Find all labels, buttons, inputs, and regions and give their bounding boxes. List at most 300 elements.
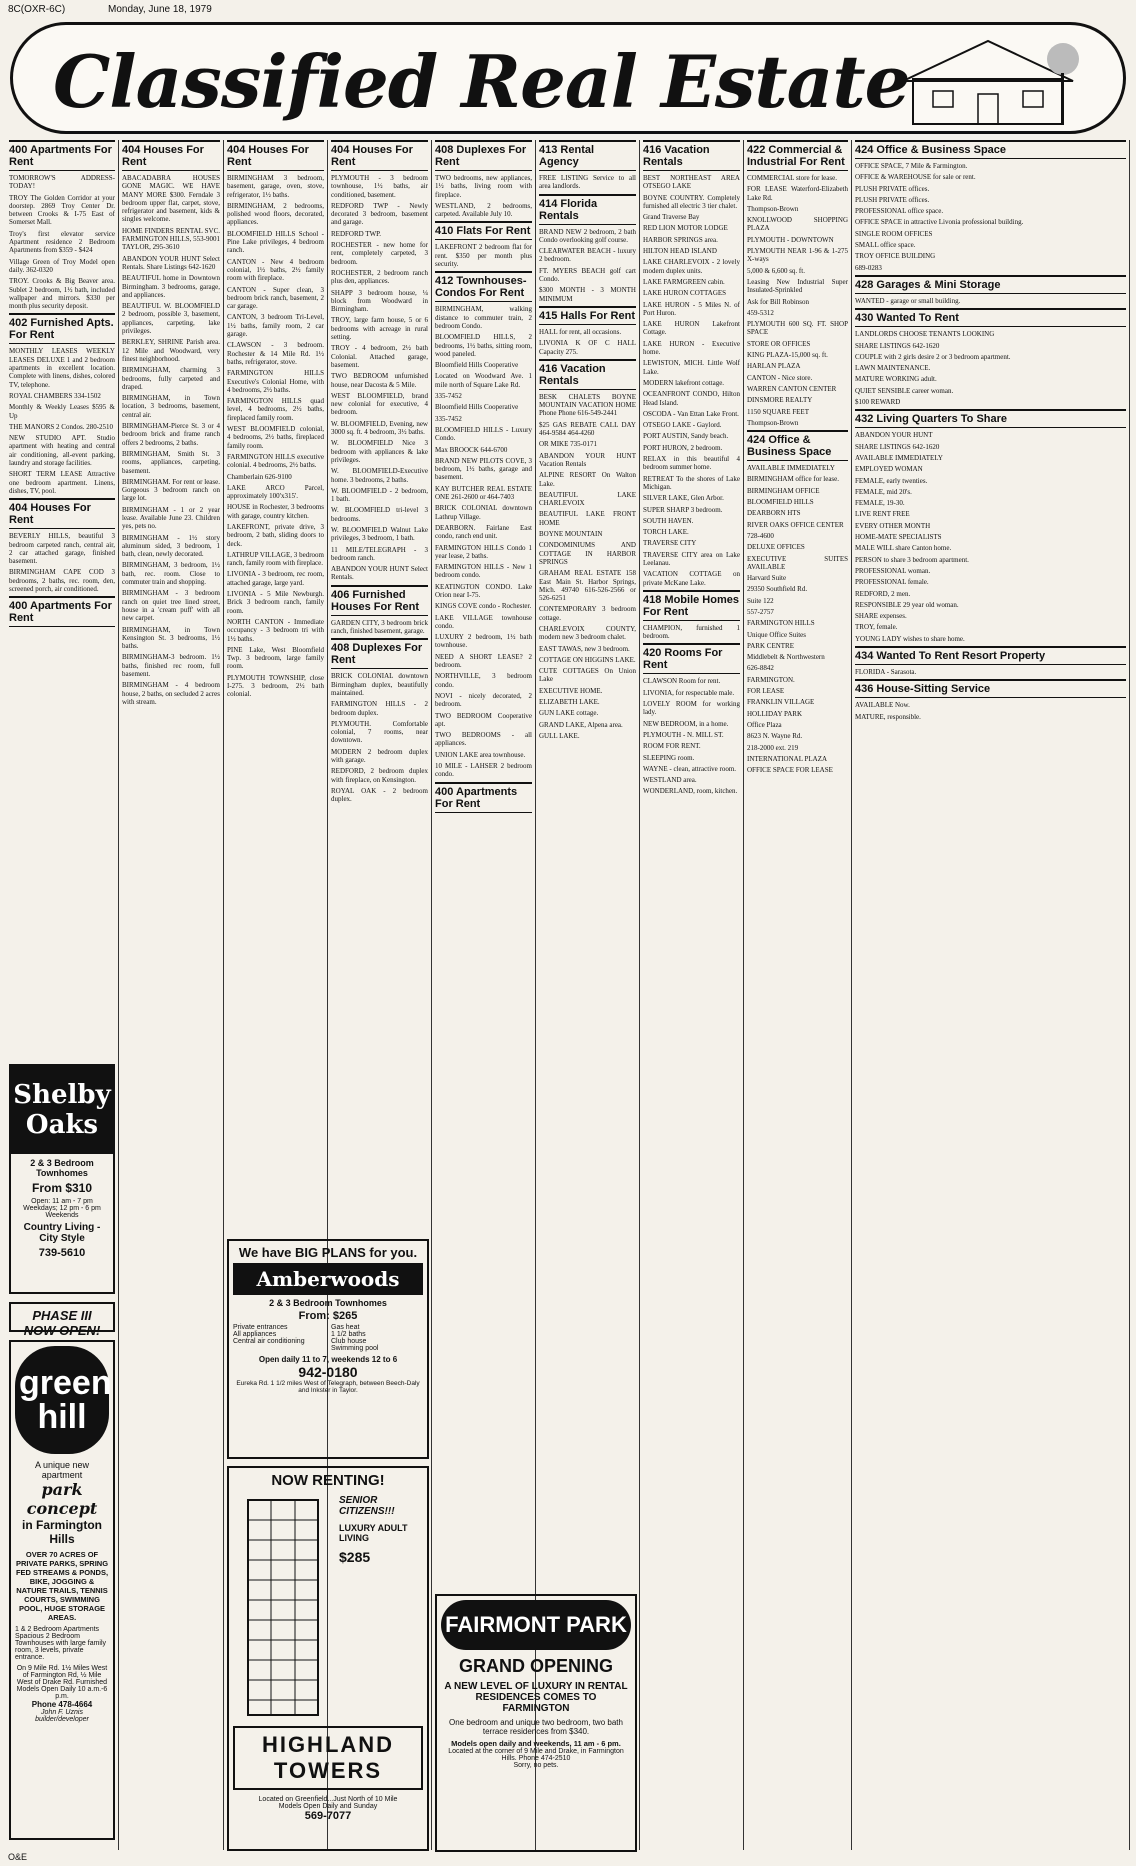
- amberwoods-feature: Club house: [331, 1338, 367, 1345]
- section-heading: 430 Wanted To Rent: [855, 308, 1126, 327]
- classified-ad: BIRMINGHAM, Smith St. 3 rooms, appliances, carpeting, basement.: [122, 449, 220, 475]
- classified-ad: OFFICE & WAREHOUSE for sale or rent.: [855, 173, 976, 182]
- classified-ad: TWO BEDROOMS - all appliances.: [435, 731, 532, 748]
- display-ad: [9, 1340, 115, 1840]
- amberwoods-feature: Swimming pool: [331, 1345, 379, 1352]
- classified-ad: REDFORD, 2 bedroom duplex with fireplace, on Kensington.: [331, 767, 428, 784]
- classified-ad: BERKLEY, SHRINE Parish area. 12 Mile and Woodward, very finest neighborhood.: [122, 338, 220, 363]
- classified-ad: INTERNATIONAL PLAZA: [747, 754, 828, 763]
- classified-ad: REDFORD, 2 men.: [855, 589, 911, 598]
- classified-ad: BIRMINGHAM-3 bedroom. 1½ baths, finished rec room, full basement.: [122, 653, 220, 679]
- highland-name: HIGHLAND TOWERS: [233, 1726, 423, 1790]
- classified-ad: W. BLOOMFIELD, Evening, new 3000 sq. ft. 4 bedroom, 3½ baths.: [331, 419, 428, 437]
- amberwoods-feature: Gas heat: [331, 1324, 360, 1331]
- classified-ad: HOME-MATE SPECIALISTS: [855, 533, 942, 542]
- classified-ad: FARMINGTON.: [747, 675, 795, 684]
- classified-ad: BIRMINGHAM - 1½ story aluminum sided, 3 bedroom, 1 bath, clean, newly decorated.: [122, 533, 220, 559]
- amberwoods-features-right: [331, 1324, 423, 1352]
- column-1: [6, 140, 119, 1850]
- classified-ad: LIVONIA - 5 Mile Newburgh. Brick 3 bedroom ranch, family room.: [227, 590, 324, 615]
- highland-renting: NOW RENTING!: [271, 1472, 385, 1489]
- classified-ad: REDFORD TWP.: [331, 229, 382, 238]
- column-9: [852, 140, 1130, 1850]
- classified-ad: SMALL office space.: [855, 241, 916, 250]
- classified-ad: TWO BEDROOM unfurnished house, near Dacosta & 5 Mile.: [331, 372, 428, 389]
- highland-body: [233, 1495, 423, 1720]
- highland-luxury: LUXURY ADULT LIVING: [339, 1523, 408, 1543]
- classified-ad: 11 MILE/TELEGRAPH - 3 bedroom ranch.: [331, 545, 428, 562]
- classified-ad: ABANDON YOUR HUNT Select Rentals. Share Listings 642-1620: [122, 254, 220, 271]
- classified-ad: LAKE ARCO Parcel, approximately 100'x315'.: [227, 483, 324, 501]
- fairmont-opening: GRAND OPENING: [458, 1656, 613, 1676]
- classified-ad: PINE Lake, West Bloomfield Twp. 3 bedroom, large family room.: [227, 645, 324, 671]
- classified-ad: MODERN lakefront cottage.: [643, 378, 725, 387]
- classified-ad: HARBOR SPRINGS area.: [643, 235, 718, 244]
- classified-ad: COMMERCIAL store for lease.: [747, 174, 837, 182]
- classified-ad: W. BLOOMFIELD - 2 bedroom, 1 bath.: [331, 486, 428, 504]
- classified-ad: $100 REWARD: [855, 398, 901, 407]
- highland-price: $285: [339, 1549, 371, 1565]
- section-heading: 400 Apartments For Rent: [9, 596, 115, 627]
- classified-ad: WONDERLAND, room, kitchen.: [643, 787, 738, 796]
- classified-ad: OFFICE SPACE FOR LEASE: [747, 766, 833, 775]
- classified-ad: OFFICE SPACE, 7 Mile & Farmington.: [855, 162, 968, 170]
- fairmont-hours: Models open daily and weekends, 11 am - 6 pm.: [451, 1739, 621, 1748]
- classified-ad: BEVERLY HILLS, beautiful 3 bedroom carpeted ranch, central air, 2 car attached garage, finished basement.: [9, 532, 115, 566]
- classified-ad: FARMINGTON HILLS: [747, 619, 815, 628]
- section-heading: 402 Furnished Apts. For Rent: [9, 313, 115, 344]
- classified-ad: TROY The Golden Corridor at your doorstep. 2869 Troy Center Dr. between Crooks & I-75 East of Somerset Mall.: [9, 193, 115, 227]
- section-heading: 404 Houses For Rent: [122, 140, 220, 171]
- section-heading: 428 Garages & Mini Storage: [855, 275, 1126, 294]
- classified-ad: LAWN MAINTENANCE.: [855, 364, 931, 373]
- classified-ad: RELAX in this beautiful 4 bedroom summer home.: [643, 455, 740, 472]
- classified-ad: 626-8842: [747, 664, 774, 673]
- classified-ad: BRICK COLONIAL downtown Birmingham duplex, beautifully maintained.: [331, 672, 428, 697]
- classified-ad: VACATION COTTAGE on private McKane Lake.: [643, 570, 740, 587]
- classified-ad: MATURE WORKING adult.: [855, 375, 937, 384]
- classified-ad: BIRMINGHAM - 4 bedroom house, 2 baths, on secluded 2 acres with stream.: [122, 681, 220, 706]
- classified-ad: 1150 SQUARE FEET: [747, 407, 809, 416]
- classified-ad: 689-0283: [855, 263, 882, 272]
- classified-ad: OSCODA - Van Ettan Lake Front.: [643, 409, 739, 418]
- footer-mark: O&E: [8, 1852, 28, 1862]
- classified-ad: BIRMINGHAM-Pierce St. 3 or 4 bedroom brick and frame ranch offers 2 bedrooms, 2 baths.: [122, 422, 220, 447]
- column-8: [744, 140, 852, 1850]
- greenhill-sub2: park concept: [26, 1480, 98, 1518]
- section-heading: 404 Houses For Rent: [227, 140, 324, 171]
- display-ad: [9, 1302, 115, 1338]
- classified-ad: FEMALE, 19-30.: [855, 499, 905, 508]
- classified-ad: EAST TAWAS, new 3 bedroom.: [539, 644, 630, 653]
- display-ad: [9, 1064, 115, 1294]
- classified-ad: PROFESSIONAL female.: [855, 578, 929, 587]
- section-heading: 404 Houses For Rent: [331, 140, 428, 171]
- classified-ad: TRAVERSE CITY area on Lake Leelanau.: [643, 550, 740, 567]
- classified-ad: WESTLAND area.: [643, 776, 697, 785]
- amberwoods-phone: 942-0180: [298, 1364, 358, 1380]
- classified-ad: CONDOMINIUMS AND COTTAGE IN HARBOR SPRINGS: [539, 541, 636, 566]
- classified-ad: PLYMOUTH - 3 bedroom townhouse, 1½ baths, air conditioned, basement.: [331, 174, 428, 199]
- shelby-phone: 739-5610: [38, 1247, 86, 1259]
- classified-ad: 29350 Southfield Rd.: [747, 585, 808, 594]
- classified-ad: BIRMINGHAM. For rent or lease. Gorgeous 3 bedroom ranch on large lot.: [122, 477, 220, 503]
- classified-ad: BIRMINGHAM, 2 bedrooms, polished wood floors, decorated, appliances.: [227, 201, 324, 227]
- classified-ad: ABACADABRA HOUSES GONE MAGIC. WE HAVE MANY MORE $300. Ferndale 3 bedroom upper flat, carpet, stove, refrigerator and basement, kids & singles welcome.: [122, 174, 220, 224]
- section-heading: 410 Flats For Rent: [435, 221, 532, 240]
- highland-copy: [339, 1495, 423, 1720]
- classified-ad: CANTON - Super clean, 3 bedroom brick ranch, basement, 2 car garage.: [227, 285, 324, 311]
- classified-ad: EXECUTIVE SUITES AVAILABLE: [747, 554, 848, 571]
- classified-ad: LIVONIA K OF C HALL Capacity 275.: [539, 339, 636, 356]
- classified-ad: DELUXE OFFICES: [747, 543, 805, 552]
- classified-ad: TWO BEDROOM Cooperative apt.: [435, 711, 532, 728]
- amberwoods-name: Amberwoods: [233, 1263, 423, 1295]
- classified-ad: NEW BEDROOM, in a home.: [643, 719, 729, 728]
- classified-ad: CANTON - Nice store.: [747, 373, 813, 382]
- classified-ad: CONTEMPORARY 3 bedroom cottage.: [539, 605, 636, 622]
- classified-ad: TROY. Crooks & Big Beaver area. Sublet 2 bedroom, 1½ bath, included wallpaper and mirrors. $330 per month plus security deposit.: [9, 277, 115, 311]
- classified-ad: LAKEFRONT 2 bedroom flat for rent. $350 per month plus security.: [435, 243, 532, 269]
- classified-ad: MODERN 2 bedroom duplex with garage.: [331, 747, 428, 765]
- amberwoods-feature: Central air conditioning: [233, 1338, 305, 1345]
- classified-ad: Middlebelt & Northwestern: [747, 653, 825, 662]
- greenhill-builder: John F. Uznis builder/developer: [35, 1709, 89, 1723]
- classified-ad: BIRMINGHAM, walking distance to commuter train, 2 bedroom Condo.: [435, 305, 532, 330]
- section-heading: 414 Florida Rentals: [539, 194, 636, 225]
- section-heading: 404 Houses For Rent: [9, 498, 115, 529]
- classified-ad: LAKE CHARLEVOIX - 2 lovely modern duplex units.: [643, 258, 740, 275]
- classified-ad: HOUSE in Rochester, 3 bedrooms with garage, country kitchen.: [227, 503, 324, 520]
- classified-ad: OTSEGO LAKE - Gaylord.: [643, 421, 722, 430]
- classified-ad: MATURE, responsible.: [855, 712, 921, 721]
- highland-location: Located on Greenfield...Just North of 10 Mile: [258, 1796, 398, 1803]
- classified-ad: ABANDON YOUR HUNT: [855, 431, 933, 440]
- classified-ad: 218-2000 ext. 219: [747, 743, 799, 752]
- classified-ad: BEAUTIFUL LAKE FRONT HOME: [539, 510, 636, 527]
- classified-ad: COUPLE with 2 girls desire 2 or 3 bedroom apartment.: [855, 352, 1011, 361]
- classified-ad: NORTHVILLE, 3 bedroom condo.: [435, 672, 532, 689]
- classified-ad: SHARE LISTINGS 642-1620: [855, 442, 940, 451]
- classified-ad: FARMINGTON HILLS Executive's Colonial Home, with 4 bedrooms, 2½ baths.: [227, 369, 324, 394]
- classified-ad: BRAND NEW PILOTS COVE, 3 bedroom, 1½ baths, garage and basement.: [435, 456, 532, 482]
- section-banner: [10, 22, 1126, 134]
- classified-ad: LAKE HURON Lakefront Cottage.: [643, 320, 740, 337]
- classified-ad: 8623 N. Wayne Rd.: [747, 732, 803, 741]
- classified-ad: BEAUTIFUL W. BLOOMFIELD 2 bedroom, possible 3, basement, appliances, carpeting, lake privileges.: [122, 302, 220, 336]
- classified-ad: PLUSH PRIVATE offices.: [855, 184, 930, 193]
- classified-ad: BRAND NEW 2 bedroom, 2 bath Condo overlooking golf course.: [539, 227, 636, 244]
- classified-ad: PLYMOUTH. Comfortable colonial, 7 rooms, near downtown.: [331, 719, 428, 745]
- house-illustration: [893, 29, 1083, 131]
- fairmont-note: Sorry, no pets.: [513, 1762, 559, 1769]
- amberwoods-feature: Private entrances: [233, 1324, 288, 1331]
- classified-ad: ABANDON YOUR HUNT Select Rentals.: [331, 565, 428, 582]
- classified-ad: BOYNE MOUNTAIN: [539, 530, 603, 539]
- classified-ad: Max BROOCK 644-6700: [435, 445, 508, 454]
- classified-ad: Village Green of Troy Model open daily. 362-0320: [9, 257, 115, 274]
- classified-ad: LIVONIA - 3 bedroom, rec room, attached garage, large yard.: [227, 570, 324, 587]
- amberwoods-features-left: [233, 1324, 325, 1352]
- classified-ad: CANTON - New 4 bedroom colonial, 1½ baths, 2½ family room with fireplace.: [227, 257, 324, 283]
- column-2: [119, 140, 224, 1850]
- classified-ad: Suite 122: [747, 596, 774, 605]
- classified-ad: SHARE expenses.: [855, 612, 907, 621]
- section-heading: 406 Furnished Houses For Rent: [331, 585, 428, 616]
- classified-ad: TROY - 4 bedroom, 2½ bath Colonial. Attached garage, basement.: [331, 344, 428, 369]
- classified-ad: PLYMOUTH NEAR 1-96 & 1-275 X-ways: [747, 247, 848, 264]
- classified-ad: 5,000 & 6,600 sq. ft.: [747, 266, 805, 275]
- classified-ad: W. BLOOMFIELD-Executive home. 3 bedrooms, 2 baths.: [331, 467, 428, 484]
- shelby-units: 2 & 3 Bedroom Townhomes: [30, 1158, 94, 1178]
- amberwoods-feature: 1 1/2 baths: [331, 1331, 366, 1338]
- classified-ad: FOR LEASE Waterford-Elizabeth Lake Rd.: [747, 185, 848, 202]
- section-heading: 424 Office & Business Space: [855, 140, 1126, 159]
- classified-ad: SOUTH HAVEN.: [643, 516, 694, 525]
- classified-ad: TROY, large farm house, 5 or 6 bedrooms with acreage in rural setting.: [331, 316, 428, 342]
- classified-ad: SLEEPING room.: [643, 753, 695, 762]
- classified-ad: WAYNE - clean, attractive room.: [643, 764, 737, 773]
- classified-ad: FARMINGTON HILLS executive colonial. 4 bedrooms, 2½ baths.: [227, 452, 324, 470]
- section-heading: 416 Vacation Rentals: [539, 359, 636, 390]
- page-number: 8C(OXR-6C): [8, 4, 66, 15]
- classified-ad: BIRMINGHAM, 3 bedroom, 1½ bath, rec. room. Close to commuter train and shopping.: [122, 561, 220, 587]
- classified-ad: Bloomfield Hills Cooperative: [435, 403, 519, 412]
- fairmont-park-ad: [435, 1594, 637, 1852]
- classified-ad: SINGLE ROOM OFFICES: [855, 229, 933, 238]
- classified-ad: EVERY OTHER MONTH: [855, 521, 931, 530]
- classified-ad: Unique Office Suites: [747, 630, 806, 639]
- section-heading: 400 Apartments For Rent: [435, 782, 532, 813]
- classified-ad: PROFESSIONAL woman.: [855, 566, 931, 575]
- greenhill-location: On 9 Mile Rd. 1½ Miles West of Farmington Rd, ½ Mile West of Drake Rd. Furnished Models Open Daily 10 a.m.-6 p.m.: [16, 1665, 108, 1700]
- classified-ad: BIRMINGHAM OFFICE: [747, 486, 820, 495]
- classified-ad: $25 GAS REBATE CALL DAY 464-9584 464-4260: [539, 420, 636, 438]
- classified-ad: PARK CENTRE: [747, 641, 795, 650]
- classified-ad: HOLLIDAY PARK: [747, 709, 803, 718]
- classified-ad: BIRMINGHAM, in Town location, 3 bedrooms, basement, central air.: [122, 394, 220, 419]
- classified-ad: GULL LAKE.: [539, 731, 580, 740]
- classified-ad: FREE LISTING Service to all area landlords.: [539, 174, 636, 191]
- amberwoods-features: [233, 1324, 423, 1352]
- amberwoods-price: From: $265: [298, 1310, 358, 1322]
- greenhill-desc: OVER 70 ACRES OF PRIVATE PARKS, SPRING FED STREAMS & PONDS, BIKE, JOGGING & NATURE TRAILS, TENNIS COURTS, SWIMMING POOL, HUGE STORAGE AREAS.: [15, 1550, 109, 1622]
- classified-ad: WESTLAND, 2 bedrooms, carpeted. Available July 10.: [435, 201, 532, 219]
- classified-ad: LATHRUP VILLAGE, 3 bedroom ranch, family room with fireplace.: [227, 550, 324, 568]
- classified-ad: EMPLOYED WOMAN: [855, 465, 923, 474]
- classified-ad: OCEANFRONT CONDO, Hilton Head Island.: [643, 390, 740, 407]
- classified-ad: PORT AUSTIN, Sandy beach.: [643, 432, 729, 441]
- classified-ad: OR MIKE 735-0171: [539, 440, 597, 449]
- classified-ad: W. BLOOMFIELD Walnut Lake privileges, 3 bedroom, 1 bath.: [331, 525, 428, 543]
- classified-ad: BOYNE COUNTRY. Completely furnished all electric 3 tier chalet.: [643, 193, 740, 210]
- section-heading: 408 Duplexes For Rent: [435, 140, 532, 171]
- classified-ad: KEATINGTON CONDO. Lake Orion near I-75.: [435, 582, 532, 599]
- classified-ad: BLOOMFIELD HILLS School - Pine Lake privileges, 4 bedroom ranch.: [227, 229, 324, 255]
- classified-ad: STORE OR OFFICES: [747, 339, 811, 348]
- greenhill-bullet: Spacious 2 Bedroom Townhouses with large family room, 3 levels, private entrance.: [15, 1633, 107, 1661]
- amberwoods-lead: We have BIG PLANS for you.: [238, 1245, 418, 1260]
- classified-ad: LIVONIA, for respectable male.: [643, 688, 735, 697]
- classified-ad: RED LION MOTOR LODGE: [643, 224, 728, 233]
- section-heading: 432 Living Quarters To Share: [855, 409, 1126, 428]
- classified-ad: DEARBORN. Fairlane East condo, ranch end unit.: [435, 523, 532, 541]
- greenhill-bullet: 1 & 2 Bedroom Apartments: [15, 1626, 100, 1633]
- amberwoods-ad: [227, 1239, 429, 1459]
- classified-ad: BLOOMFIELD HILLS: [747, 498, 814, 507]
- classified-ad: KAY BUTCHER REAL ESTATE ONE 261-2600 or 464-7403: [435, 484, 532, 502]
- classified-ad: THE MANORS 2 Condos. 280-2510: [9, 422, 114, 431]
- classified-grid: [6, 140, 1130, 1850]
- classified-ad: BEST NORTHEAST AREA OTSEGO LAKE: [643, 174, 740, 191]
- classified-ad: COTTAGE ON HIGGINS LAKE.: [539, 655, 636, 664]
- classified-ad: NORTH CANTON - Immediate occupancy - 3 bedroom tri with 1½ baths.: [227, 617, 324, 643]
- classified-ad: PORT HURON, 2 bedroom.: [643, 443, 723, 452]
- greenhill-sub1: A unique new apartment: [34, 1460, 90, 1480]
- classified-ad: SILVER LAKE, Glen Arbor.: [643, 494, 724, 503]
- shelby-price: From $310: [31, 1181, 93, 1195]
- classified-ad: LAKE HURON COTTAGES: [643, 289, 727, 298]
- classified-ad: SHAPP 3 bedroom house, ¼ block from Woodward in Birmingham.: [331, 288, 428, 314]
- classified-ad: LAKE HURON - Executive home.: [643, 339, 740, 357]
- classified-ad: FT. MYERS BEACH golf cart Condo.: [539, 266, 636, 284]
- greenhill-name: green hill: [15, 1346, 109, 1454]
- classified-ad: BIRMINGHAM office for lease.: [747, 475, 840, 484]
- classified-ad: AVAILABLE IMMEDIATELY: [855, 453, 943, 462]
- classified-ad: AVAILABLE IMMEDIATELY: [747, 464, 835, 473]
- classified-ad: LUXURY 2 bedroom, 1½ bath townhouse.: [435, 633, 532, 650]
- classified-ad: LAKE VILLAGE townhouse condo.: [435, 613, 532, 630]
- classified-ad: REDFORD TWP - Newly decorated 3 bedroom, basement and garage.: [331, 201, 428, 227]
- classified-ad: 557-2757: [747, 607, 774, 616]
- classified-ad: LAKEFRONT, private drive, 3 bedroom, 2 bath, sliding doors to deck.: [227, 522, 324, 548]
- classified-ad: TRAVERSE CITY: [643, 539, 697, 548]
- classified-ad: CLAWSON Room for rent.: [643, 677, 721, 686]
- classified-ad: 335-7452: [435, 392, 462, 401]
- section-heading: 434 Wanted To Rent Resort Property: [855, 646, 1126, 665]
- classified-ad: UNION LAKE area townhouse.: [435, 750, 526, 759]
- classified-ad: $300 MONTH - 3 MONTH MINIMUM: [539, 286, 636, 303]
- classified-ad: QUIET SENSIBLE career woman.: [855, 386, 954, 395]
- section-heading: 424 Office & Business Space: [747, 430, 848, 461]
- classified-ad: MALE WILL share Canton home.: [855, 544, 952, 553]
- section-heading: 418 Mobile Homes For Rent: [643, 590, 740, 621]
- classified-ad: W. BLOOMFIELD tri-level 3 bedrooms.: [331, 506, 428, 523]
- classified-ad: 728-4600: [747, 531, 774, 540]
- amberwoods-units: 2 & 3 Bedroom Townhomes: [269, 1298, 387, 1308]
- classified-ad: SHARE LISTINGS 642-1620: [855, 341, 940, 350]
- classified-ad: BEAUTIFUL LAKE CHARLEVOIX: [539, 490, 636, 508]
- classified-ad: BIRMINGHAM, charming 3 bedrooms, fully carpeted and draped.: [122, 366, 220, 391]
- greenhill-sub3: in Farmington Hills: [22, 1518, 102, 1546]
- classified-ad: WANTED - garage or small building.: [855, 296, 961, 305]
- fairmont-headline: A NEW LEVEL OF LUXURY IN RENTAL RESIDENCES COMES TO FARMINGTON: [444, 1681, 628, 1714]
- amberwoods-location: Eureka Rd. 1 1/2 miles West of Telegraph, between Beech-Daly and Inkster in Taylor.: [236, 1380, 420, 1394]
- shelby-tagline: Country Living - City Style: [23, 1222, 101, 1244]
- section-heading: 415 Halls For Rent: [539, 306, 636, 325]
- amberwoods-hours: Open daily 11 to 7, weekends 12 to 6: [258, 1355, 398, 1364]
- classified-ad: NOVI - nicely decorated, 2 bedroom.: [435, 691, 532, 709]
- classified-ad: KNOLLWOOD SHOPPING PLAZA: [747, 216, 848, 233]
- classified-ad: Office Plaza: [747, 720, 782, 729]
- classified-ad: HILTON HEAD ISLAND: [643, 247, 717, 256]
- classified-ad: BIRMINGHAM - 3 bedroom ranch on quiet tree lined street, house in a 'cream puff' with all new carpet.: [122, 589, 220, 623]
- classified-ad: Monthly & Weekly Leases $595 & Up: [9, 403, 115, 420]
- classified-ad: LOVELY ROOM for working lady.: [643, 700, 740, 717]
- classified-ad: TORCH LAKE.: [643, 528, 689, 537]
- section-heading: 400 Apartments For Rent: [9, 140, 115, 171]
- classified-ad: CANTON, 3 bedroom Tri-Level, 1½ baths, family room, 2 car garage.: [227, 313, 324, 339]
- classified-ad: FARMINGTON HILLS quad level, 4 bedrooms, 2½ baths, fireplaced family room.: [227, 397, 324, 422]
- classified-ad: FEMALE, early twenties.: [855, 476, 928, 485]
- classified-ad: Located on Woodward Ave. 1 mile north of Square Lake Rd.: [435, 372, 532, 389]
- classified-ad: Chamberlain 626-9100: [227, 472, 292, 481]
- classified-ad: RETREAT To the shores of Lake Michigan.: [643, 474, 740, 491]
- classified-ad: TROY, female.: [855, 623, 898, 632]
- highland-phone: 569-7077: [304, 1810, 352, 1822]
- classified-ad: MONTHLY LEASES WEEKLY LEASES DELUXE 1 and 2 bedroom apartments in excellent location. Complete with linens, dishes, colored TV, telephone.: [9, 347, 115, 389]
- classified-ad: TROY OFFICE BUILDING: [855, 252, 936, 261]
- highland-senior: SENIOR CITIZENS!!!: [339, 1495, 395, 1517]
- section-title: Classified Real Estate: [53, 39, 910, 124]
- classified-ad: ROCHESTER - new home for rent, completely carpeted, 3 bedroom.: [331, 241, 428, 266]
- fairmont-name: FAIRMONT PARK: [441, 1600, 631, 1650]
- classified-ad: PLYMOUTH 600 SQ. FT. SHOP SPACE: [747, 320, 848, 337]
- classified-ad: HALL for rent, all occasions.: [539, 327, 622, 336]
- classified-ad: ELIZABETH LAKE.: [539, 698, 600, 707]
- classified-ad: WEST BLOOMFIELD, brand new colonial for executive, 4 bedroom.: [331, 391, 428, 417]
- classified-ad: HARLAN PLAZA: [747, 362, 801, 371]
- classified-ad: PROFESSIONAL office space.: [855, 207, 944, 216]
- classified-ad: FARMINGTON HILLS Condo 1 year lease, 2 baths.: [435, 543, 532, 560]
- page-date: Monday, June 18, 1979: [108, 4, 212, 15]
- classified-ad: ALPINE RESORT On Walton Lake.: [539, 471, 636, 488]
- classified-ad: FRANKLIN VILLAGE: [747, 698, 815, 707]
- classified-ad: ROCHESTER, 2 bedroom ranch plus den, appliances.: [331, 268, 428, 286]
- classified-ad: TWO bedrooms, new appliances, 1½ baths, living room with fireplace.: [435, 174, 532, 199]
- fairmont-desc: One bedroom and unique two bedroom, two bath terrace residences from $340.: [449, 1718, 623, 1736]
- classified-ad: Troy's first elevator service Apartment residence 2 Bedroom Apartments from $359 - $424: [9, 229, 115, 255]
- classified-ad: Bloomfield Hills Cooperative: [435, 361, 519, 370]
- classified-ad: RESPONSIBLE 29 year old woman.: [855, 600, 959, 609]
- section-heading: 422 Commercial & Industrial For Rent: [747, 140, 848, 171]
- classified-ad: KING PLAZA-15,000 sq. ft.: [747, 351, 828, 360]
- classified-ad: NEED A SHORT LEASE? 2 bedroom.: [435, 652, 532, 670]
- classified-ad: LEWISTON, MICH. Little Wolf Lake.: [643, 359, 740, 376]
- shelby-hours: Open: 11 am - 7 pm Weekdays; 12 pm - 6 pm Weekends: [23, 1198, 101, 1219]
- classified-ad: SHORT TERM LEASE Attractive one bedroom apartment. Linens, dishes, TV, pool.: [9, 470, 115, 495]
- classified-ad: Harvard Suite: [747, 574, 787, 583]
- classified-ad: GRAHAM REAL ESTATE 158 East Main St. Harbor Springs, Mich. 49740 616-526-2566 or 526-6251: [539, 569, 636, 603]
- classified-ad: WEST BLOOMFIELD colonial, 4 bedrooms, 2½ baths, fireplaced family room.: [227, 425, 324, 450]
- classified-ad: ROYAL OAK - 2 bedroom duplex.: [331, 786, 428, 804]
- amberwoods-feature: All appliances: [233, 1331, 277, 1338]
- classified-ad: YOUNG LADY wishes to share home.: [855, 634, 965, 643]
- classified-ad: PLUSH PRIVATE offices.: [855, 195, 930, 204]
- classified-ad: PLYMOUTH TOWNSHIP, close I-275. 3 bedroom, 2½ bath colonial.: [227, 673, 324, 699]
- classified-ad: RIVER OAKS OFFICE CENTER: [747, 520, 844, 529]
- classified-ad: BRICK COLONIAL downtown Lathrup Village.: [435, 504, 532, 521]
- classified-ad: Leasing New Industrial Super Insulated-Sprinkled: [747, 277, 848, 295]
- classified-ad: FOR LEASE: [747, 687, 785, 696]
- classified-ad: FEMALE, mid 20's.: [855, 487, 912, 496]
- highland-models: Models Open Daily and Sunday: [278, 1803, 378, 1810]
- classified-ad: Ask for Bill Robinson: [747, 297, 810, 306]
- classified-ad: LIVE RENT FREE: [855, 510, 910, 519]
- tower-illustration: [233, 1495, 333, 1720]
- classified-ad: FARMINGTON HILLS - New 1 bedroom condo.: [435, 563, 532, 580]
- section-heading: 412 Townhouses-Condos For Rent: [435, 271, 532, 302]
